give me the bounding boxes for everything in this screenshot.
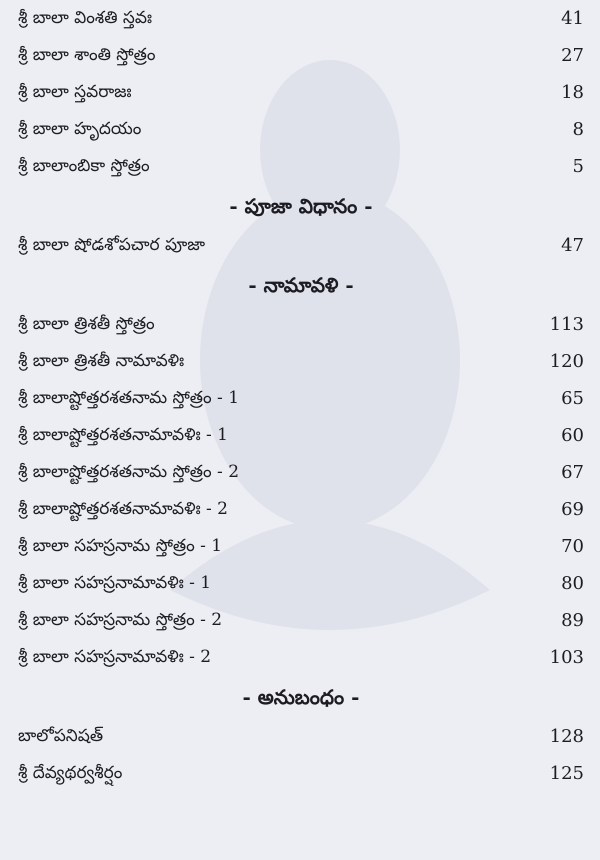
toc-row[interactable] [18,343,584,380]
section-heading: - పూజా విధానం - [229,194,373,218]
toc-title: శ్రీ బాలాష్టోత్తరశతనామ స్తోత్రం - 2 [18,462,240,482]
toc-row[interactable] [18,74,584,111]
toc-page-number: 27 [561,45,584,66]
section-stotras [18,0,584,185]
toc-page-number: 5 [572,156,584,177]
toc-title: బాలోపనిషత్ [18,726,104,746]
toc-title: శ్రీ బాలాష్టోత్తరశతనామావళిః - 1 [18,425,228,445]
toc-row[interactable] [18,528,584,565]
toc-row[interactable] [18,639,584,676]
toc-page-number: 8 [572,119,584,140]
toc-title: శ్రీ బాలా సహస్రనామ స్తోత్రం - 1 [18,536,223,556]
toc-title: శ్రీ బాలా స్తవరాజః [18,82,132,102]
toc-page-number: 120 [549,351,584,372]
toc-page-number: 70 [561,536,584,557]
toc-title: శ్రీ బాలా శాంతి స్తోత్రం [18,45,156,65]
toc-row[interactable] [18,602,584,639]
toc-title: శ్రీ బాలా హృదయం [18,119,142,139]
section-heading: - అనుబంధం - [242,685,360,709]
toc-title: శ్రీ బాలా సహస్రనామావళిః - 1 [18,573,212,593]
section-heading: - నామావళి - [248,273,354,297]
toc-title: శ్రీ దేవ్యథర్వశీర్షం [18,763,123,783]
toc-page-number: 89 [561,610,584,631]
toc-page-number: 128 [549,726,584,747]
toc-row[interactable] [18,491,584,528]
toc-page-number: 18 [561,82,584,103]
section-namavali [18,264,584,676]
toc-page-number: 113 [549,314,584,335]
toc-row[interactable] [18,718,584,755]
toc-page-number: 80 [561,573,584,594]
toc-title: శ్రీ బాలా సహస్రనామ స్తోత్రం - 2 [18,610,223,630]
toc-page-number: 60 [561,425,584,446]
toc-row[interactable] [18,755,584,792]
toc-row[interactable] [18,306,584,343]
toc-title: శ్రీ బాలా షోడశోపచార పూజా [18,235,206,255]
section-appendix [18,676,584,792]
toc-page-number: 47 [561,235,584,256]
toc-page-number: 67 [561,462,584,483]
toc-page-number: 103 [549,647,584,668]
section-puja [18,185,584,264]
toc-row[interactable] [18,380,584,417]
toc-row[interactable] [18,454,584,491]
toc-row[interactable] [18,417,584,454]
toc-row[interactable] [18,565,584,602]
toc-title: శ్రీ బాలాష్టోత్తరశతనామ స్తోత్రం - 1 [18,388,240,408]
toc-page-number: 69 [561,499,584,520]
toc-page-number: 125 [549,763,584,784]
toc-title: శ్రీ బాలా త్రిశతీ స్తోత్రం [18,314,155,334]
toc-title: శ్రీ బాలా సహస్రనామావళిః - 2 [18,647,212,667]
toc-row[interactable] [18,37,584,74]
toc-row[interactable] [18,111,584,148]
toc-page-number: 41 [561,8,584,29]
toc-title: శ్రీ బాలా త్రిశతీ నామావళిః [18,351,185,371]
toc-row[interactable] [18,0,584,37]
toc-page-number: 65 [561,388,584,409]
toc-row[interactable] [18,227,584,264]
toc-title: శ్రీ బాలా వింశతి స్తవః [18,8,152,28]
toc-row[interactable] [18,148,584,185]
toc-title: శ్రీ బాలాంబికా స్తోత్రం [18,156,150,176]
toc-title: శ్రీ బాలాష్టోత్తరశతనామావళిః - 2 [18,499,228,519]
